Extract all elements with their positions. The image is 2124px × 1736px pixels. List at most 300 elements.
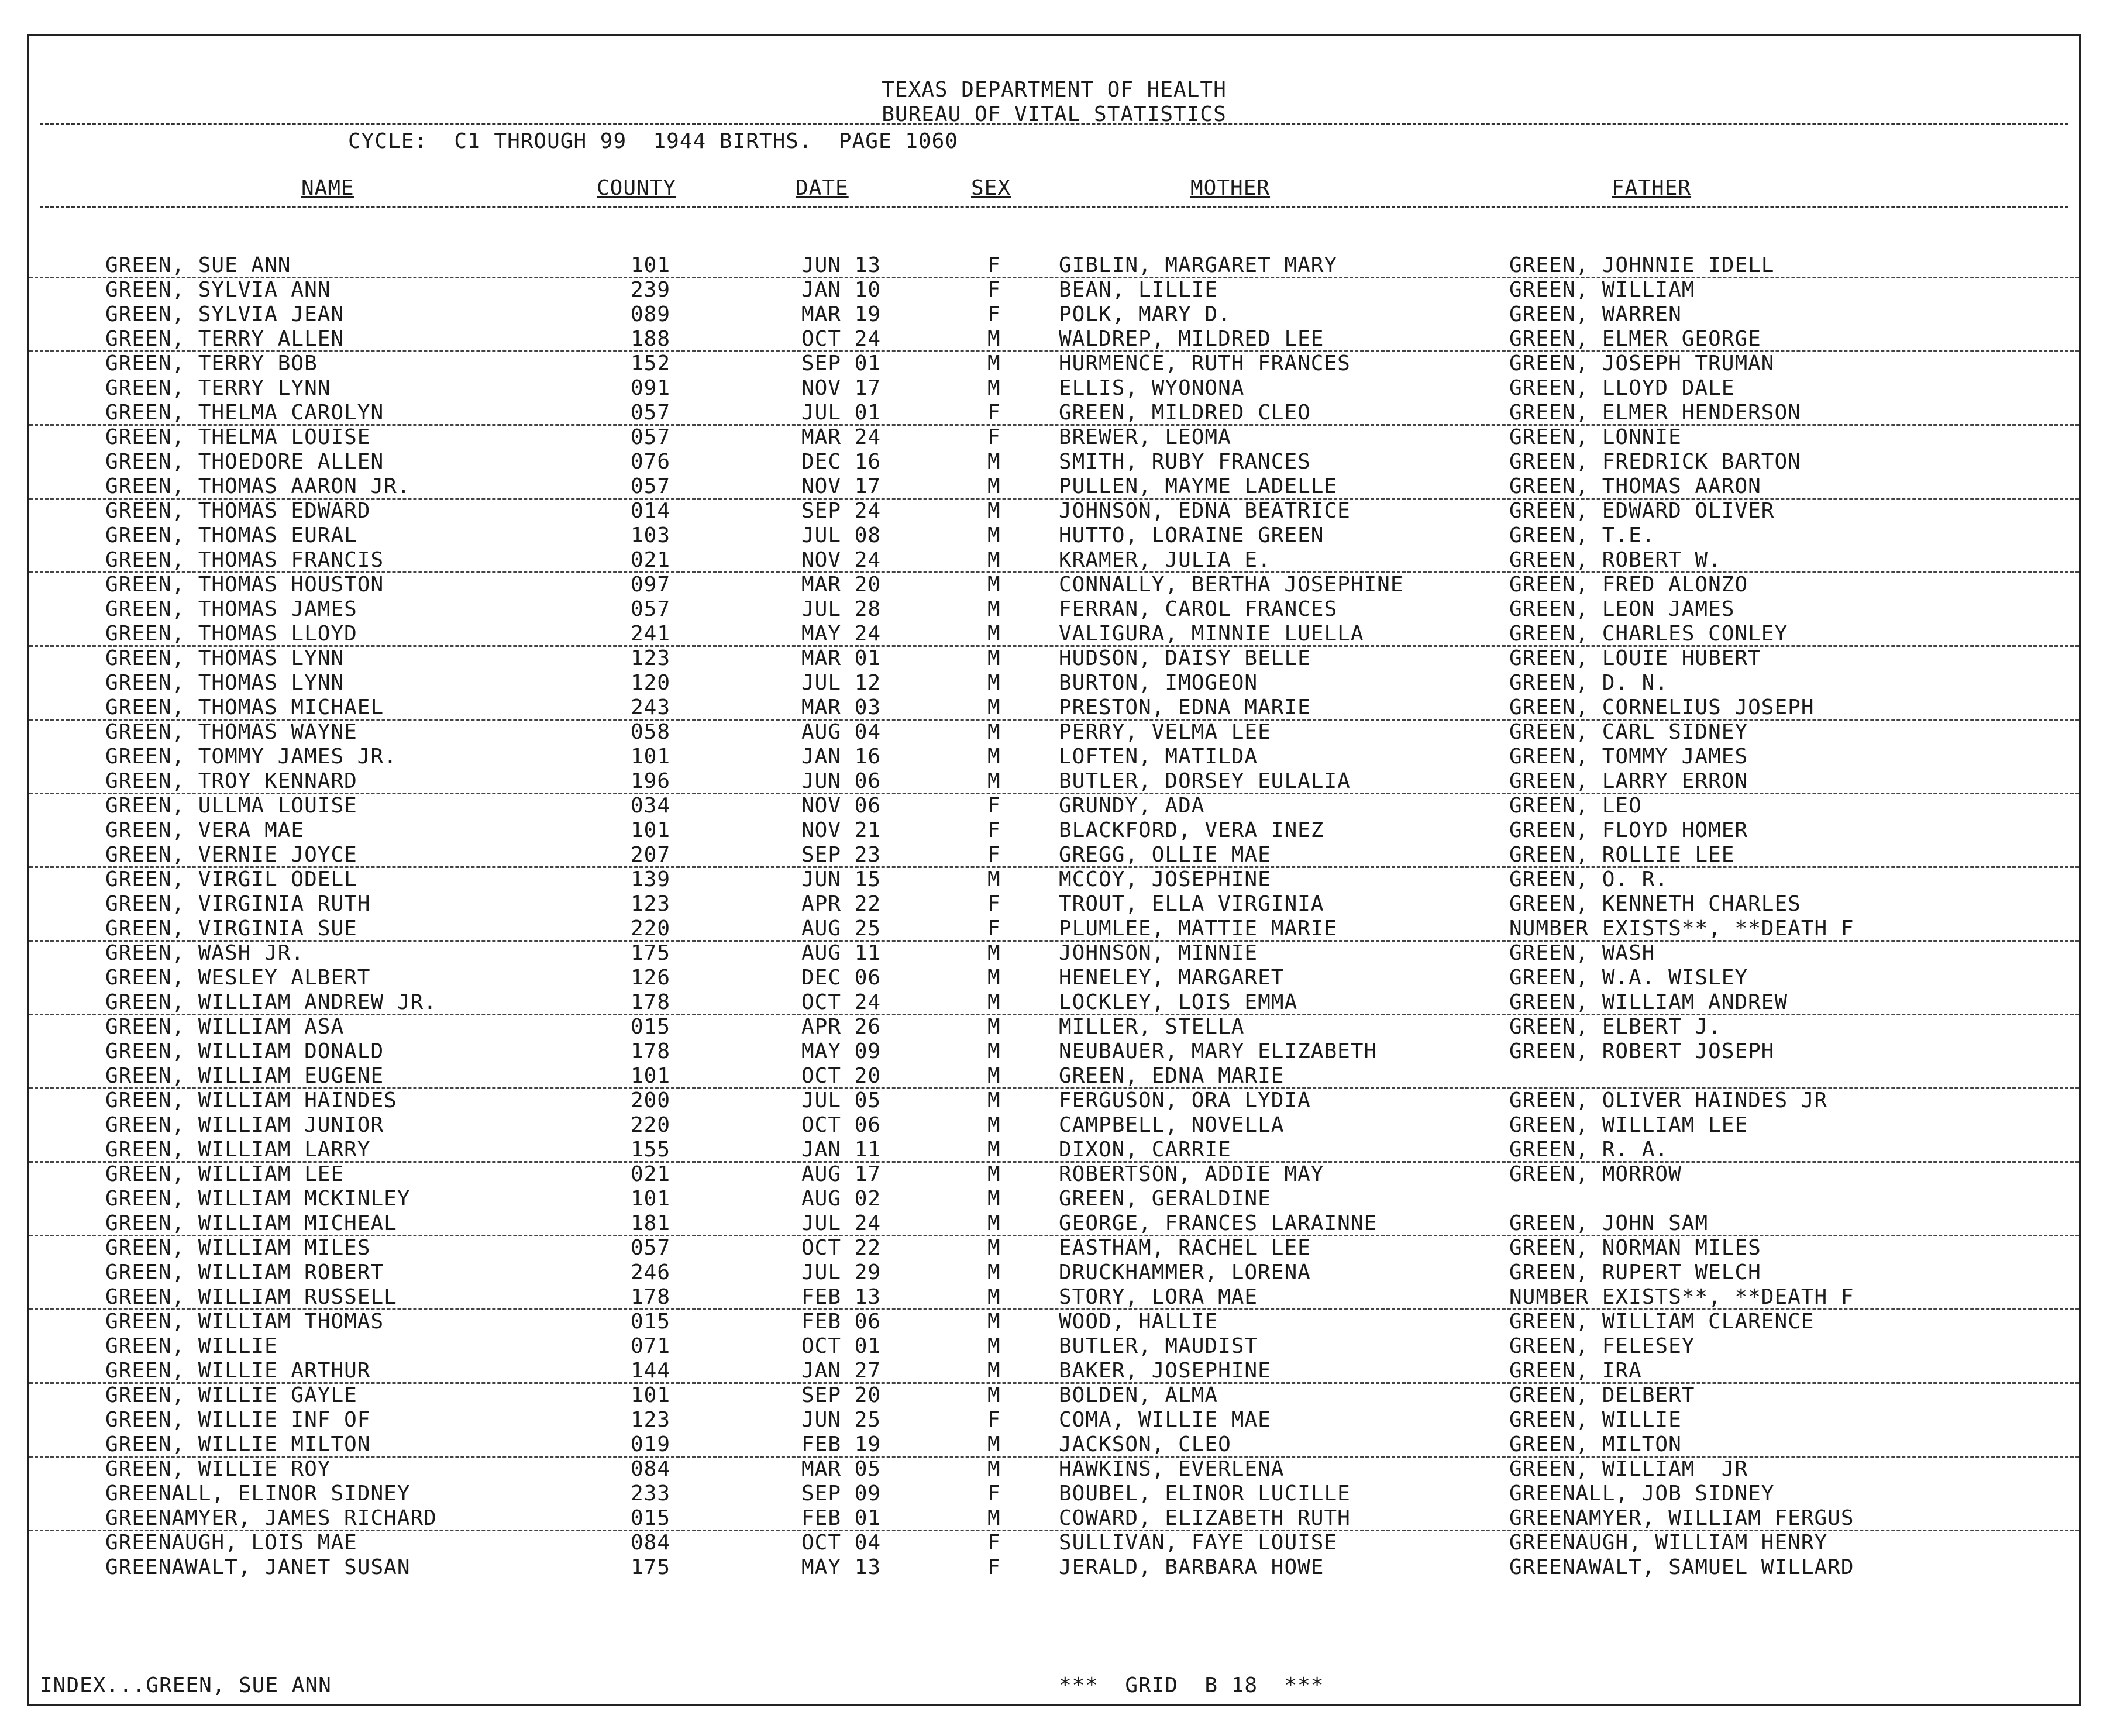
cell-mother: BUTLER, MAUDIST bbox=[1059, 1334, 1258, 1358]
cell-date: NOV 06 bbox=[801, 794, 882, 818]
cell-county: 057 bbox=[631, 597, 671, 621]
cell-name: GREEN, WILLIAM JUNIOR bbox=[105, 1113, 384, 1137]
cell-sex: M bbox=[987, 1383, 1001, 1407]
cell-county: 101 bbox=[631, 1383, 671, 1407]
table-row bbox=[29, 450, 2079, 474]
cell-county: 246 bbox=[631, 1260, 671, 1284]
cell-mother: SMITH, RUBY FRANCES bbox=[1059, 450, 1311, 474]
cell-sex: F bbox=[987, 1531, 1001, 1555]
cycle-line: CYCLE: C1 THROUGH 99 1944 BIRTHS. PAGE 1060 bbox=[348, 129, 958, 153]
cell-mother: PRESTON, EDNA MARIE bbox=[1059, 695, 1311, 719]
table-row bbox=[29, 523, 2079, 548]
cell-county: 243 bbox=[631, 695, 671, 719]
cell-date: OCT 20 bbox=[801, 1064, 882, 1088]
table-row bbox=[29, 1285, 2079, 1310]
cell-date: OCT 22 bbox=[801, 1236, 882, 1260]
cell-name: GREEN, VERNIE JOYCE bbox=[105, 843, 357, 867]
cell-sex: F bbox=[987, 818, 1001, 842]
records-table bbox=[29, 36, 2079, 1704]
cell-sex: M bbox=[987, 1236, 1001, 1260]
cell-date: MAR 24 bbox=[801, 425, 882, 449]
cell-county: 220 bbox=[631, 917, 671, 941]
cell-father: GREEN, ROBERT JOSEPH bbox=[1509, 1039, 1775, 1063]
cell-father: GREEN, THOMAS AARON bbox=[1509, 474, 1761, 498]
cell-name: GREEN, TERRY LYNN bbox=[105, 376, 331, 400]
cell-father: GREEN, O. R. bbox=[1509, 867, 1669, 891]
cell-father: GREEN, LONNIE bbox=[1509, 425, 1682, 449]
cell-date: OCT 24 bbox=[801, 327, 882, 351]
cell-sex: M bbox=[987, 1457, 1001, 1481]
table-row bbox=[29, 917, 2079, 942]
cell-name: GREENAMYER, JAMES RICHARD bbox=[105, 1506, 437, 1530]
cell-mother: CONNALLY, BERTHA JOSEPHINE bbox=[1059, 573, 1404, 597]
cell-father: GREEN, WILLIAM ANDREW bbox=[1509, 990, 1788, 1014]
cell-name: GREEN, WILLIAM MCKINLEY bbox=[105, 1187, 411, 1211]
cell-mother: GREEN, MILDRED CLEO bbox=[1059, 401, 1311, 425]
cell-sex: M bbox=[987, 966, 1001, 990]
cell-date: FEB 01 bbox=[801, 1506, 882, 1530]
cell-father: GREEN, ROLLIE LEE bbox=[1509, 843, 1735, 867]
cell-father: GREEN, WILLIAM bbox=[1509, 278, 1695, 302]
cell-name: GREENALL, ELINOR SIDNEY bbox=[105, 1482, 411, 1506]
cell-name: GREEN, WILLIAM EUGENE bbox=[105, 1064, 384, 1088]
cell-mother: BUTLER, DORSEY EULALIA bbox=[1059, 769, 1351, 793]
cell-father: GREENAUGH, WILLIAM HENRY bbox=[1509, 1531, 1828, 1555]
col-header-father: FATHER bbox=[1612, 176, 1692, 200]
table-row bbox=[29, 646, 2079, 671]
cell-date: JAN 11 bbox=[801, 1138, 882, 1162]
cell-name: GREEN, WILLIAM LEE bbox=[105, 1162, 345, 1186]
cell-father: GREEN, WILLIAM CLARENCE bbox=[1509, 1310, 1815, 1334]
cell-county: 034 bbox=[631, 794, 671, 818]
cell-mother: GREEN, EDNA MARIE bbox=[1059, 1064, 1285, 1088]
cell-date: JUL 29 bbox=[801, 1260, 882, 1284]
cell-father: GREEN, FELESEY bbox=[1509, 1334, 1695, 1358]
cell-county: 181 bbox=[631, 1211, 671, 1235]
cell-father: GREEN, FREDRICK BARTON bbox=[1509, 450, 1801, 474]
cell-father: GREEN, ELMER GEORGE bbox=[1509, 327, 1761, 351]
cell-date: MAR 03 bbox=[801, 695, 882, 719]
cell-sex: M bbox=[987, 1039, 1001, 1063]
cell-county: 057 bbox=[631, 1236, 671, 1260]
cell-date: JUL 08 bbox=[801, 523, 882, 547]
cell-father: GREEN, CORNELIUS JOSEPH bbox=[1509, 695, 1815, 719]
cell-mother: BOLDEN, ALMA bbox=[1059, 1383, 1218, 1407]
cell-sex: F bbox=[987, 253, 1001, 277]
cell-mother: HAWKINS, EVERLENA bbox=[1059, 1457, 1285, 1481]
table-row bbox=[29, 1531, 2079, 1555]
cell-county: 126 bbox=[631, 966, 671, 990]
cell-mother: SULLIVAN, FAYE LOUISE bbox=[1059, 1531, 1338, 1555]
cell-sex: F bbox=[987, 917, 1001, 941]
cell-sex: M bbox=[987, 990, 1001, 1014]
cell-mother: WOOD, HALLIE bbox=[1059, 1310, 1218, 1334]
cell-county: 178 bbox=[631, 990, 671, 1014]
cell-date: AUG 02 bbox=[801, 1187, 882, 1211]
cell-county: 014 bbox=[631, 499, 671, 523]
table-row bbox=[29, 794, 2079, 818]
table-row bbox=[29, 597, 2079, 622]
table-row bbox=[29, 1310, 2079, 1334]
cell-county: 220 bbox=[631, 1113, 671, 1137]
agency-title: TEXAS DEPARTMENT OF HEALTH bbox=[882, 78, 1227, 102]
cell-mother: JACKSON, CLEO bbox=[1059, 1432, 1231, 1456]
col-header-date: DATE bbox=[796, 176, 849, 200]
cell-mother: CAMPBELL, NOVELLA bbox=[1059, 1113, 1285, 1137]
table-row bbox=[29, 1383, 2079, 1408]
table-row bbox=[29, 1236, 2079, 1260]
cell-sex: M bbox=[987, 327, 1001, 351]
cell-county: 021 bbox=[631, 548, 671, 572]
cell-name: GREEN, WILLIE INF OF bbox=[105, 1408, 371, 1432]
cell-name: GREEN, WILLIAM DONALD bbox=[105, 1039, 384, 1063]
cell-father: GREEN, CARL SIDNEY bbox=[1509, 720, 1748, 744]
cell-name: GREEN, THOMAS EURAL bbox=[105, 523, 357, 547]
cell-date: SEP 24 bbox=[801, 499, 882, 523]
cell-sex: F bbox=[987, 401, 1001, 425]
cell-father: GREEN, WARREN bbox=[1509, 302, 1682, 326]
cell-name: GREEN, THOMAS LLOYD bbox=[105, 622, 357, 646]
cell-sex: M bbox=[987, 1089, 1001, 1112]
table-row bbox=[29, 1334, 2079, 1359]
cell-name: GREEN, SYLVIA ANN bbox=[105, 278, 331, 302]
cell-date: JAN 27 bbox=[801, 1359, 882, 1383]
cell-sex: M bbox=[987, 1260, 1001, 1284]
cell-mother: HUDSON, DAISY BELLE bbox=[1059, 646, 1311, 670]
cell-date: APR 26 bbox=[801, 1015, 882, 1039]
cell-name: GREEN, WILLIAM THOMAS bbox=[105, 1310, 384, 1334]
cell-date: OCT 04 bbox=[801, 1531, 882, 1555]
table-row bbox=[29, 1211, 2079, 1236]
cell-sex: M bbox=[987, 376, 1001, 400]
cell-mother: HENELEY, MARGARET bbox=[1059, 966, 1285, 990]
cell-father: GREEN, FLOYD HOMER bbox=[1509, 818, 1748, 842]
cell-sex: F bbox=[987, 794, 1001, 818]
cell-mother: NEUBAUER, MARY ELIZABETH bbox=[1059, 1039, 1378, 1063]
cell-mother: TROUT, ELLA VIRGINIA bbox=[1059, 892, 1324, 916]
cell-county: 175 bbox=[631, 941, 671, 965]
cell-father: GREENAWALT, SAMUEL WILLARD bbox=[1509, 1555, 1854, 1579]
cell-county: 120 bbox=[631, 671, 671, 695]
cell-mother: PLUMLEE, MATTIE MARIE bbox=[1059, 917, 1338, 941]
cell-county: 021 bbox=[631, 1162, 671, 1186]
cell-county: 019 bbox=[631, 1432, 671, 1456]
cell-mother: GREEN, GERALDINE bbox=[1059, 1187, 1271, 1211]
cell-date: MAR 20 bbox=[801, 573, 882, 597]
cell-date: MAR 05 bbox=[801, 1457, 882, 1481]
cell-name: GREEN, THELMA LOUISE bbox=[105, 425, 371, 449]
table-row bbox=[29, 499, 2079, 523]
cell-date: NOV 24 bbox=[801, 548, 882, 572]
cell-county: 057 bbox=[631, 474, 671, 498]
col-header-mother: MOTHER bbox=[1190, 176, 1271, 200]
cell-county: 123 bbox=[631, 646, 671, 670]
cell-mother: FERGUSON, ORA LYDIA bbox=[1059, 1089, 1311, 1112]
cell-father: GREEN, LOUIE HUBERT bbox=[1509, 646, 1761, 670]
cell-name: GREEN, WILLIE MILTON bbox=[105, 1432, 371, 1456]
cell-county: 089 bbox=[631, 302, 671, 326]
cell-county: 200 bbox=[631, 1089, 671, 1112]
cell-sex: M bbox=[987, 499, 1001, 523]
cell-name: GREEN, VIRGINIA RUTH bbox=[105, 892, 371, 916]
cell-name: GREEN, TOMMY JAMES JR. bbox=[105, 745, 397, 769]
cell-father: GREEN, LEON JAMES bbox=[1509, 597, 1735, 621]
cell-sex: M bbox=[987, 769, 1001, 793]
cell-mother: WALDREP, MILDRED LEE bbox=[1059, 327, 1324, 351]
bureau-title: BUREAU OF VITAL STATISTICS bbox=[882, 102, 1227, 126]
cell-sex: M bbox=[987, 695, 1001, 719]
cell-date: JUN 25 bbox=[801, 1408, 882, 1432]
cell-sex: F bbox=[987, 302, 1001, 326]
cell-date: FEB 13 bbox=[801, 1285, 882, 1309]
register-page bbox=[27, 34, 2081, 1706]
cell-county: 101 bbox=[631, 1064, 671, 1088]
cell-name: GREEN, THOMAS FRANCIS bbox=[105, 548, 384, 572]
cell-date: FEB 06 bbox=[801, 1310, 882, 1334]
table-row bbox=[29, 941, 2079, 966]
cell-name: GREEN, WILLIAM ASA bbox=[105, 1015, 345, 1039]
table-row bbox=[29, 1039, 2079, 1064]
cell-mother: DRUCKHAMMER, LORENA bbox=[1059, 1260, 1311, 1284]
cell-sex: M bbox=[987, 745, 1001, 769]
cell-mother: BREWER, LEOMA bbox=[1059, 425, 1231, 449]
cell-sex: M bbox=[987, 597, 1001, 621]
table-row bbox=[29, 1187, 2079, 1211]
cell-name: GREEN, WILLIE ARTHUR bbox=[105, 1359, 371, 1383]
cell-county: 207 bbox=[631, 843, 671, 867]
cell-father: GREEN, CHARLES CONLEY bbox=[1509, 622, 1788, 646]
cell-sex: M bbox=[987, 523, 1001, 547]
cell-mother: DIXON, CARRIE bbox=[1059, 1138, 1231, 1162]
table-row bbox=[29, 769, 2079, 794]
cell-mother: MCCOY, JOSEPHINE bbox=[1059, 867, 1271, 891]
table-row bbox=[29, 474, 2079, 500]
cell-mother: JERALD, BARBARA HOWE bbox=[1059, 1555, 1324, 1579]
cell-date: NOV 17 bbox=[801, 474, 882, 498]
cell-sex: F bbox=[987, 892, 1001, 916]
cell-father: GREEN, D. N. bbox=[1509, 671, 1669, 695]
cell-name: GREEN, TERRY ALLEN bbox=[105, 327, 345, 351]
table-row bbox=[29, 1359, 2079, 1384]
cell-mother: ROBERTSON, ADDIE MAY bbox=[1059, 1162, 1324, 1186]
cell-name: GREEN, VIRGIL ODELL bbox=[105, 867, 357, 891]
cell-mother: BAKER, JOSEPHINE bbox=[1059, 1359, 1271, 1383]
cell-county: 123 bbox=[631, 892, 671, 916]
cell-date: SEP 01 bbox=[801, 352, 882, 376]
cell-date: JUL 05 bbox=[801, 1089, 882, 1112]
index-label: INDEX...GREEN, SUE ANN bbox=[40, 1673, 332, 1697]
cell-father: GREENALL, JOB SIDNEY bbox=[1509, 1482, 1775, 1506]
cell-name: GREEN, SYLVIA JEAN bbox=[105, 302, 345, 326]
cell-father: GREEN, FRED ALONZO bbox=[1509, 573, 1748, 597]
table-row bbox=[29, 401, 2079, 426]
cell-father: GREEN, WILLIAM LEE bbox=[1509, 1113, 1748, 1137]
cell-father: GREEN, ELBERT J. bbox=[1509, 1015, 1722, 1039]
table-row bbox=[29, 352, 2079, 376]
table-row bbox=[29, 622, 2079, 647]
cell-sex: M bbox=[987, 1113, 1001, 1137]
table-row bbox=[29, 843, 2079, 868]
cell-name: GREENAWALT, JANET SUSAN bbox=[105, 1555, 411, 1579]
cell-father: NUMBER EXISTS**, **DEATH F bbox=[1509, 1285, 1854, 1309]
table-row bbox=[29, 1260, 2079, 1285]
cell-county: 103 bbox=[631, 523, 671, 547]
table-row bbox=[29, 720, 2079, 745]
cell-father: GREEN, NORMAN MILES bbox=[1509, 1236, 1761, 1260]
cell-date: SEP 23 bbox=[801, 843, 882, 867]
cell-father: GREEN, EDWARD OLIVER bbox=[1509, 499, 1775, 523]
cell-father: GREEN, OLIVER HAINDES JR bbox=[1509, 1089, 1828, 1112]
col-header-sex: SEX bbox=[971, 176, 1011, 200]
cell-county: 101 bbox=[631, 745, 671, 769]
cell-mother: GREGG, OLLIE MAE bbox=[1059, 843, 1271, 867]
cell-county: 139 bbox=[631, 867, 671, 891]
cell-father: GREEN, KENNETH CHARLES bbox=[1509, 892, 1801, 916]
table-row bbox=[29, 1162, 2079, 1187]
cell-sex: M bbox=[987, 1432, 1001, 1456]
cell-father: GREEN, LLOYD DALE bbox=[1509, 376, 1735, 400]
cell-father: GREEN, JOHN SAM bbox=[1509, 1211, 1709, 1235]
cell-father: GREEN, TOMMY JAMES bbox=[1509, 745, 1748, 769]
cell-county: 091 bbox=[631, 376, 671, 400]
cell-county: 015 bbox=[631, 1310, 671, 1334]
cell-mother: GRUNDY, ADA bbox=[1059, 794, 1205, 818]
cell-sex: F bbox=[987, 278, 1001, 302]
cell-father: GREEN, WILLIAM JR bbox=[1509, 1457, 1748, 1481]
cell-name: GREEN, WILLIAM MILES bbox=[105, 1236, 371, 1260]
cell-sex: M bbox=[987, 1211, 1001, 1235]
cell-name: GREEN, TROY KENNARD bbox=[105, 769, 357, 793]
cell-mother: BURTON, IMOGEON bbox=[1059, 671, 1258, 695]
cell-sex: M bbox=[987, 1187, 1001, 1211]
cell-sex: F bbox=[987, 1482, 1001, 1506]
cell-name: GREEN, WILLIE bbox=[105, 1334, 278, 1358]
table-row bbox=[29, 573, 2079, 597]
cell-mother: HUTTO, LORAINE GREEN bbox=[1059, 523, 1324, 547]
table-row bbox=[29, 376, 2079, 401]
col-header-county: COUNTY bbox=[597, 176, 677, 200]
cell-county: 233 bbox=[631, 1482, 671, 1506]
cell-sex: M bbox=[987, 1310, 1001, 1334]
table-row bbox=[29, 1138, 2079, 1163]
cell-name: GREEN, WILLIAM ROBERT bbox=[105, 1260, 384, 1284]
table-row bbox=[29, 990, 2079, 1015]
cell-mother: MILLER, STELLA bbox=[1059, 1015, 1245, 1039]
cell-date: JUN 13 bbox=[801, 253, 882, 277]
cell-name: GREEN, WILLIAM LARRY bbox=[105, 1138, 371, 1162]
cell-sex: M bbox=[987, 671, 1001, 695]
cell-county: 057 bbox=[631, 425, 671, 449]
cell-name: GREEN, THOMAS LYNN bbox=[105, 646, 345, 670]
cell-mother: COMA, WILLIE MAE bbox=[1059, 1408, 1271, 1432]
cell-county: 101 bbox=[631, 253, 671, 277]
table-row bbox=[29, 818, 2079, 843]
cell-date: NOV 21 bbox=[801, 818, 882, 842]
cell-father: GREEN, WILLIE bbox=[1509, 1408, 1682, 1432]
cell-mother: COWARD, ELIZABETH RUTH bbox=[1059, 1506, 1351, 1530]
cell-county: 058 bbox=[631, 720, 671, 744]
cell-father: GREEN, JOSEPH TRUMAN bbox=[1509, 352, 1775, 376]
cell-date: MAR 19 bbox=[801, 302, 882, 326]
cell-mother: PULLEN, MAYME LADELLE bbox=[1059, 474, 1338, 498]
cell-date: JUL 28 bbox=[801, 597, 882, 621]
table-row bbox=[29, 1089, 2079, 1113]
cell-date: OCT 06 bbox=[801, 1113, 882, 1137]
cell-county: 015 bbox=[631, 1015, 671, 1039]
cell-name: GREEN, THOMAS AARON JR. bbox=[105, 474, 411, 498]
cell-county: 076 bbox=[631, 450, 671, 474]
cell-father: GREEN, MORROW bbox=[1509, 1162, 1682, 1186]
cell-name: GREEN, WASH JR. bbox=[105, 941, 305, 965]
cell-date: AUG 17 bbox=[801, 1162, 882, 1186]
cell-sex: M bbox=[987, 450, 1001, 474]
cell-name: GREEN, VIRGINIA SUE bbox=[105, 917, 357, 941]
cell-father: GREEN, LEO bbox=[1509, 794, 1642, 818]
cell-father: GREEN, IRA bbox=[1509, 1359, 1642, 1383]
cell-county: 084 bbox=[631, 1531, 671, 1555]
cell-mother: LOCKLEY, LOIS EMMA bbox=[1059, 990, 1298, 1014]
cell-sex: M bbox=[987, 474, 1001, 498]
cell-mother: STORY, LORA MAE bbox=[1059, 1285, 1258, 1309]
cell-sex: M bbox=[987, 548, 1001, 572]
cell-father: GREEN, DELBERT bbox=[1509, 1383, 1695, 1407]
cell-county: 144 bbox=[631, 1359, 671, 1383]
cell-sex: M bbox=[987, 622, 1001, 646]
cell-father: GREENAMYER, WILLIAM FERGUS bbox=[1509, 1506, 1854, 1530]
cell-date: JUL 24 bbox=[801, 1211, 882, 1235]
cell-county: 071 bbox=[631, 1334, 671, 1358]
table-row bbox=[29, 253, 2079, 278]
cell-sex: M bbox=[987, 720, 1001, 744]
cell-name: GREEN, THOMAS LYNN bbox=[105, 671, 345, 695]
cell-father: GREEN, R. A. bbox=[1509, 1138, 1669, 1162]
cell-date: MAR 01 bbox=[801, 646, 882, 670]
cell-date: AUG 11 bbox=[801, 941, 882, 965]
cell-sex: F bbox=[987, 843, 1001, 867]
table-row bbox=[29, 867, 2079, 892]
cell-sex: M bbox=[987, 1064, 1001, 1088]
cell-sex: M bbox=[987, 1334, 1001, 1358]
cell-name: GREEN, WILLIAM ANDREW JR. bbox=[105, 990, 437, 1014]
cell-county: 057 bbox=[631, 401, 671, 425]
cell-mother: ELLIS, WYONONA bbox=[1059, 376, 1245, 400]
cell-date: NOV 17 bbox=[801, 376, 882, 400]
cell-county: 188 bbox=[631, 327, 671, 351]
table-row bbox=[29, 1506, 2079, 1531]
table-row bbox=[29, 1113, 2079, 1138]
table-row bbox=[29, 745, 2079, 769]
table-row bbox=[29, 425, 2079, 450]
table-row bbox=[29, 1064, 2079, 1089]
cell-date: FEB 19 bbox=[801, 1432, 882, 1456]
cell-name: GREEN, ULLMA LOUISE bbox=[105, 794, 357, 818]
cell-county: 239 bbox=[631, 278, 671, 302]
cell-sex: M bbox=[987, 1138, 1001, 1162]
cell-date: JUN 06 bbox=[801, 769, 882, 793]
cell-county: 241 bbox=[631, 622, 671, 646]
cell-name: GREEN, THOEDORE ALLEN bbox=[105, 450, 384, 474]
table-row bbox=[29, 327, 2079, 352]
cell-father: GREEN, ELMER HENDERSON bbox=[1509, 401, 1801, 425]
cell-name: GREENAUGH, LOIS MAE bbox=[105, 1531, 357, 1555]
table-row bbox=[29, 695, 2079, 721]
cell-date: DEC 16 bbox=[801, 450, 882, 474]
cell-name: GREEN, WILLIE GAYLE bbox=[105, 1383, 357, 1407]
cell-date: MAY 13 bbox=[801, 1555, 882, 1579]
cell-father: GREEN, T.E. bbox=[1509, 523, 1655, 547]
cell-date: SEP 09 bbox=[801, 1482, 882, 1506]
cell-county: 152 bbox=[631, 352, 671, 376]
